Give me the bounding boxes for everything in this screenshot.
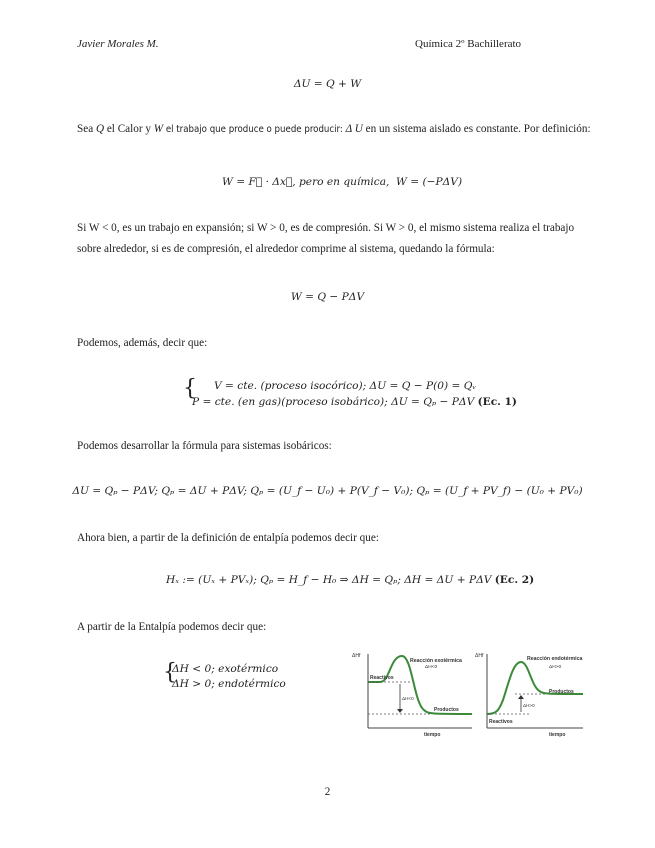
equation-tag-ec2: (Ec. 2) [494,574,535,586]
exo-x-label: tiempo [424,732,441,738]
text-fragment: Sea [77,123,96,135]
paragraph-isobaric: Podemos desarrollar la fórmula para sistemas isobáricos: [77,440,332,452]
exothermic-diagram [350,648,475,740]
equation-first-law: ΔU = Q + W [293,78,362,90]
endo-reaction-curve [487,662,583,714]
paragraph-enthalpy-definition: Ahora bien, a partir de la definición de entalpía podemos decir que: [77,532,379,544]
case-exothermic: ΔH < 0; exotérmico [172,663,279,675]
page-number: 2 [324,786,331,798]
endothermic-diagram [475,648,587,740]
paragraph-sign-line1: Si W < 0, es un trabajo en expansión; si W > 0, es de compresión. Si W > 0, el mismo sistema realiza el trabajo [77,222,575,234]
endo-reactivos-label: Reactivos [489,719,513,725]
symbol-du: Δ U [345,123,363,135]
symbol-w: W [153,123,164,135]
case-isobaric [192,396,517,408]
equation-isobaric: ΔU = Qₚ − PΔV; Qₚ = ΔU + PΔV; Qₚ = (U_f − U₀) + P(V_f − V₀); Qₚ = (U_f + PV_f) − (U₀ + PV₀) [72,485,583,497]
paragraph-sign-line2: sobre alrededor, si es de compresión, el alrededor comprime al sistema, quedando la fórmula: [77,243,495,255]
case-isobaric-formula: P = cte. (en gas)(proceso isobárico); ΔU = Qₚ − PΔV [192,396,475,408]
equation-work-right: W = (−PΔV) [396,176,463,188]
header-course: Química 2º Bachillerato [415,38,522,50]
left-brace: { [183,376,197,401]
endo-subtitle: ΔH>0 [549,665,562,670]
equation-tag-ec1: (Ec. 1) [477,396,517,408]
exo-productos-label: Productos [434,707,459,713]
case-isochoric: V = cte. (proceso isocórico); ΔU = Q − P(0) = Qᵥ [214,380,477,392]
text-fragment: en un sistema aislado es constante. Por definición: [362,123,591,135]
endo-x-label: tiempo [549,732,566,738]
text-fragment: el Calor y [104,123,154,135]
exo-reactivos-label: Reactivos [370,675,394,681]
exo-title: Reacción exotérmica [410,658,462,664]
text-fragment: el trabajo que produce o puede producir: [163,124,346,135]
exo-y-label: ΔHf [352,653,361,659]
endo-productos-label: Productos [549,689,574,695]
equation-work-left: W = F⃗ · Δx⃗, pero en química, [222,176,390,188]
equation-enthalpy [166,574,534,586]
exo-reaction-curve [368,656,472,714]
endo-dh-label: ΔH>0 [523,703,535,708]
paragraph-definition [77,121,591,138]
exo-subtitle: ΔH<0 [425,665,438,670]
exo-dh-label: ΔH<0 [402,696,414,701]
endo-y-label: ΔHf [475,653,484,659]
header-author: Javier Morales M. [77,38,159,50]
equation-enthalpy-formula: Hₓ := (Uₓ + PVₓ); Qₚ = H_f − H₀ ⇒ ΔH = Qₚ; ΔH = ΔU + PΔV [166,574,492,586]
endo-arrowhead [518,695,524,699]
case-endothermic: ΔH > 0; endotérmico [172,678,286,690]
paragraph-enthalpy: A partir de la Entalpía podemos decir que: [77,621,267,633]
equation-w-q-pdv: W = Q − PΔV [290,291,365,303]
exo-arrowhead [397,709,403,713]
paragraph-ademas: Podemos, además, decir que: [77,337,208,349]
endo-title: Reacción endotérmica [527,656,583,662]
cases-brace: { [163,660,177,685]
symbol-q: Q [95,123,105,135]
